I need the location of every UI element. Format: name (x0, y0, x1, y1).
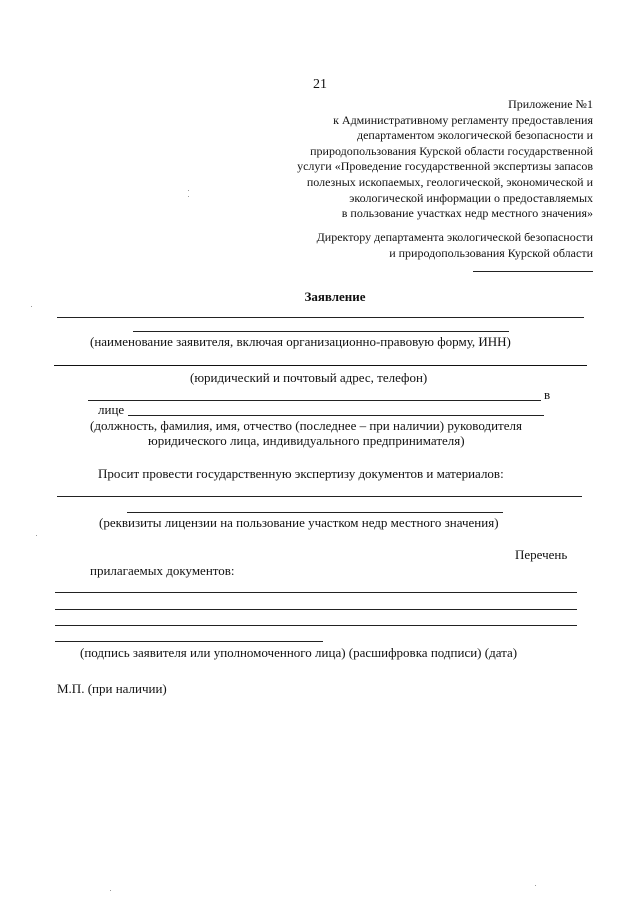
appendix-line: экологической информации о предоставляемых (349, 190, 593, 205)
license-caption: (реквизиты лицензии на пользование участком недр местного значения) (99, 515, 499, 530)
appendix-block (297, 97, 593, 222)
addressee-block (317, 230, 593, 261)
document-title: Заявление (304, 289, 366, 304)
scan-speck (188, 190, 189, 191)
scan-speck (110, 890, 111, 891)
license-line (127, 512, 503, 513)
appendix-line: полезных ископаемых, геологической, экономической и (306, 174, 593, 189)
attached-doc-line (55, 592, 577, 593)
page-number: 21 (313, 77, 327, 92)
appendix-line: услуги «Проведение государственной экспертизы запасов (297, 159, 593, 174)
addressee-line: Директору департамента экологической безопасности (316, 230, 593, 244)
appendix-line: к Административному регламенту предоставления (333, 112, 593, 127)
signature-caption: (подпись заявителя или уполномоченного лица) (расшифровка подписи) (дата) (80, 645, 518, 660)
attached-doc-line (55, 609, 577, 610)
addressee-signature-line (473, 271, 593, 272)
appendix-line: природопользования Курской области государственной (310, 143, 593, 158)
address-caption: (юридический и почтовый адрес, телефон) (190, 370, 428, 385)
applicant-name-line (133, 331, 509, 332)
attached-doc-line (55, 625, 577, 626)
scan-speck (535, 885, 536, 886)
stamp-label: М.П. (при наличии) (57, 681, 167, 696)
scan-speck (188, 196, 189, 197)
scan-speck (36, 535, 37, 536)
applicant-name-line (57, 317, 584, 318)
appendix-line: в пользование участках недр местного значения» (341, 206, 593, 221)
attached-docs-label: прилагаемых документов: (90, 563, 235, 578)
addressee-line: и природопользования Курской области (389, 245, 593, 260)
position-caption: юридического лица, индивидуального предпринимателя) (148, 433, 465, 448)
address-line (88, 400, 541, 401)
attached-doc-line (55, 641, 323, 642)
scan-speck (31, 306, 32, 307)
request-line (57, 496, 582, 497)
position-caption: (должность, фамилия, имя, отчество (последнее – при наличии) руководителя (90, 418, 522, 433)
in-suffix: в (544, 387, 551, 402)
address-line (54, 365, 587, 366)
list-heading: Перечень (515, 547, 568, 562)
person-prefix: лице (98, 402, 125, 417)
appendix-line: департаментом экологической безопасности и (356, 128, 593, 143)
request-text: Просит провести государственную экспертизу документов и материалов: (98, 466, 504, 481)
appendix-line: Приложение №1 (508, 97, 593, 111)
applicant-name-caption: (наименование заявителя, включая организационно-правовую форму, ИНН) (90, 334, 511, 349)
person-line (128, 415, 544, 416)
